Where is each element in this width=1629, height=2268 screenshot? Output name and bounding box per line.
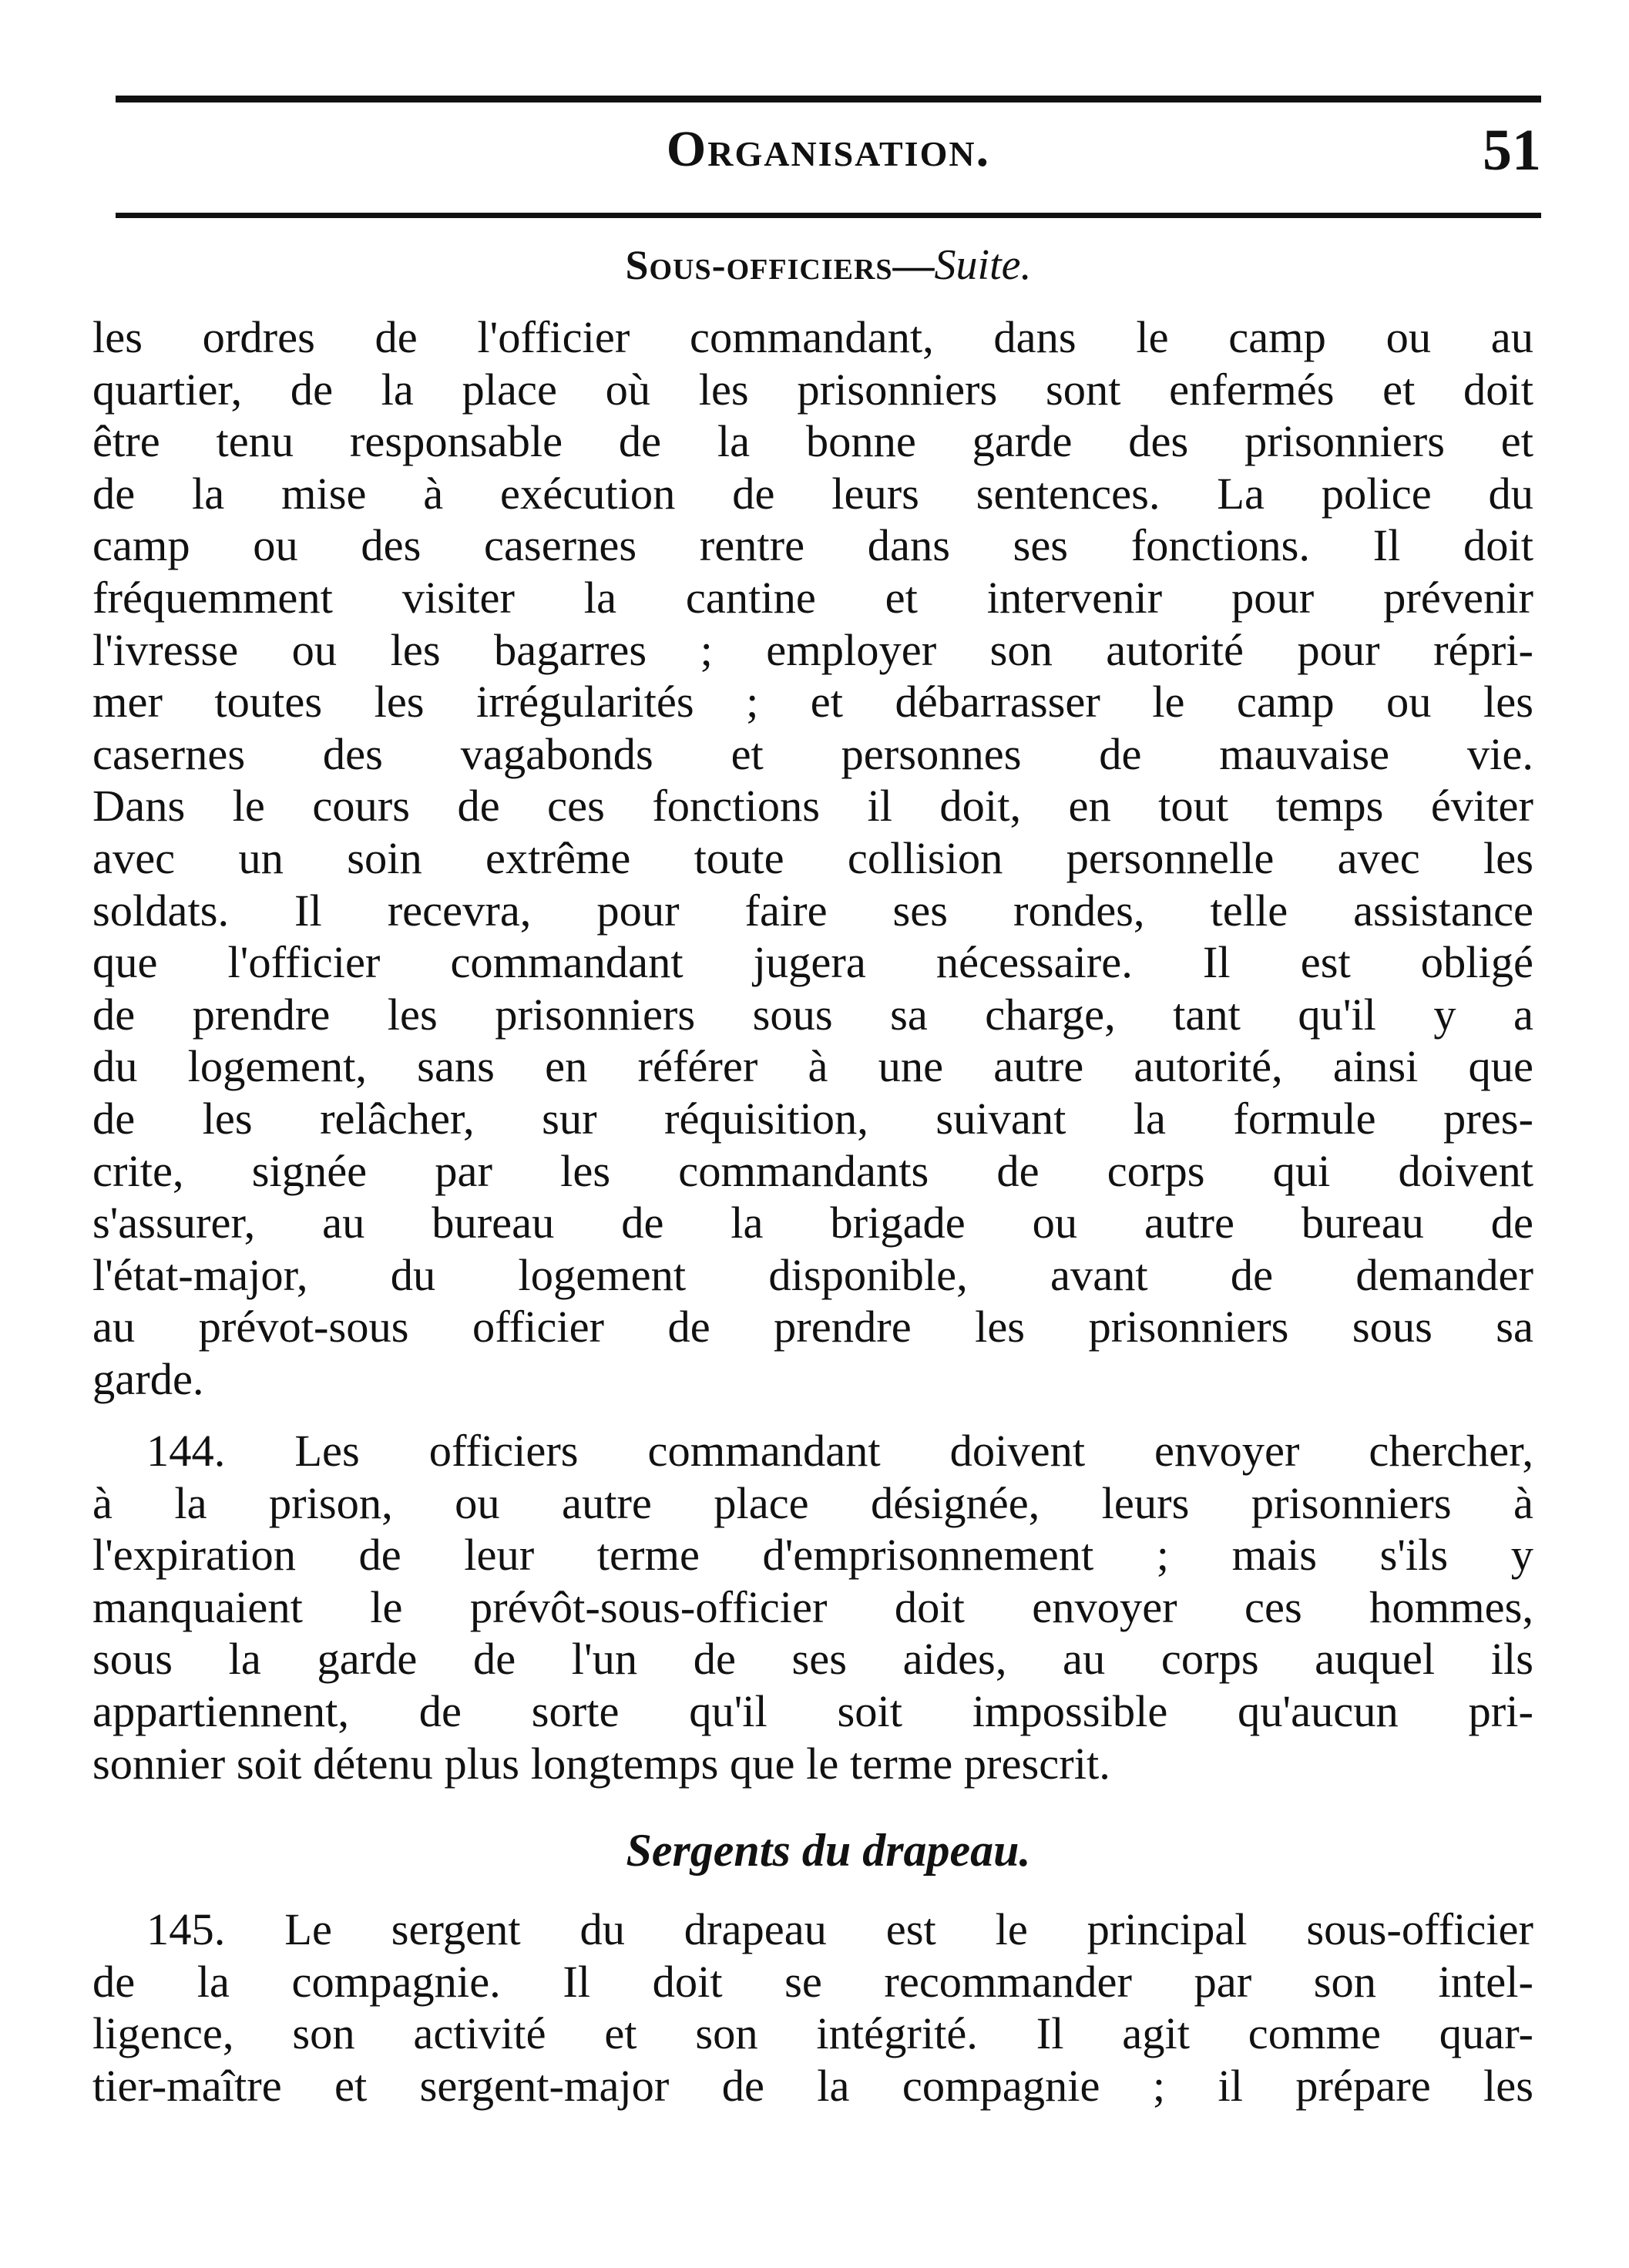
text-line: à la prison, ou autre place désignée, leurs prisonniers à	[92, 1477, 1533, 1528]
text-line: s'assurer, au bureau de la brigade ou autre bureau de	[92, 1198, 1533, 1248]
text-line: les ordres de l'officier commandant, dans le camp ou au	[92, 312, 1533, 362]
text-line: appartiennent, de sorte qu'il soit impossible qu'aucun pri-	[92, 1685, 1533, 1736]
text-line: de prendre les prisonniers sous sa charge, tant qu'il y a	[92, 989, 1533, 1040]
text-line: être tenu responsable de la bonne garde des prisonniers et	[92, 416, 1533, 467]
text-line: de les relâcher, sur réquisition, suivant la formule pres-	[92, 1093, 1533, 1144]
subsection-heading: Sergents du drapeau.	[626, 1825, 1031, 1876]
text-line: tier-maître et sergent-major de la compagnie ; il prépare les	[92, 2060, 1533, 2111]
text-line: 145. Le sergent du drapeau est le principal sous-officier	[146, 1904, 1533, 1954]
page-number: 51	[1483, 118, 1541, 183]
text-line: du logement, sans en référer à une autre autorité, ainsi que	[92, 1041, 1533, 1092]
text-line: garde.	[92, 1353, 204, 1404]
section-heading-continuation: Suite.	[934, 241, 1032, 289]
text-line: l'état-major, du logement disponible, avant de demander	[92, 1249, 1533, 1300]
text-line: de la mise à exécution de leurs sentences. La police du	[92, 468, 1533, 519]
running-header	[116, 117, 1541, 186]
text-line: de la compagnie. Il doit se recommander par son intel-	[92, 1956, 1533, 2007]
article-144	[92, 1425, 1533, 1789]
text-line: soldats. Il recevra, pour faire ses rondes, telle assistance	[92, 885, 1533, 936]
text-line: 144. Les officiers commandant doivent envoyer chercher,	[146, 1426, 1533, 1476]
running-title: Organisation.	[666, 121, 991, 177]
text-line: crite, signée par les commandants de corps qui doivent	[92, 1145, 1533, 1196]
text-line: au prévot-sous officier de prendre les prisonniers sous sa	[92, 1302, 1533, 1352]
section-heading-label: Sous-officiers	[625, 242, 893, 288]
text-line: manquaient le prévôt-sous-officier doit envoyer ces hommes,	[92, 1581, 1533, 1632]
section-heading-separator: —	[892, 242, 935, 288]
paragraph-continued	[92, 311, 1533, 1405]
text-line: casernes des vagabonds et personnes de mauvaise vie.	[92, 728, 1533, 779]
text-line: avec un soin extrême toute collision personnelle avec les	[92, 832, 1533, 883]
text-line: que l'officier commandant jugera nécessaire. Il est obligé	[92, 937, 1533, 988]
section-heading	[116, 240, 1541, 290]
header-top-rule	[116, 96, 1541, 102]
text-line: sonnier soit détenu plus longtemps que le terme prescrit.	[92, 1738, 1110, 1789]
header-bottom-rule	[116, 213, 1541, 218]
article-145	[92, 1903, 1533, 2112]
text-line: camp ou des casernes rentre dans ses fonctions. Il doit	[92, 520, 1533, 571]
text-line: mer toutes les irrégularités ; et débarrasser le camp ou les	[92, 677, 1533, 727]
text-line: sous la garde de l'un de ses aides, au corps auquel ils	[92, 1634, 1533, 1685]
text-line: ligence, son activité et son intégrité. Il agit comme quar-	[92, 2008, 1533, 2059]
text-line: l'ivresse ou les bagarres ; employer son autorité pour répri-	[92, 624, 1533, 675]
text-line: Dans le cours de ces fonctions il doit, en tout temps éviter	[92, 781, 1533, 832]
text-line: l'expiration de leur terme d'emprisonnement ; mais s'ils y	[92, 1530, 1533, 1581]
text-line: fréquemment visiter la cantine et intervenir pour prévenir	[92, 572, 1533, 623]
text-line: quartier, de la place où les prisonniers sont enfermés et doit	[92, 364, 1533, 415]
